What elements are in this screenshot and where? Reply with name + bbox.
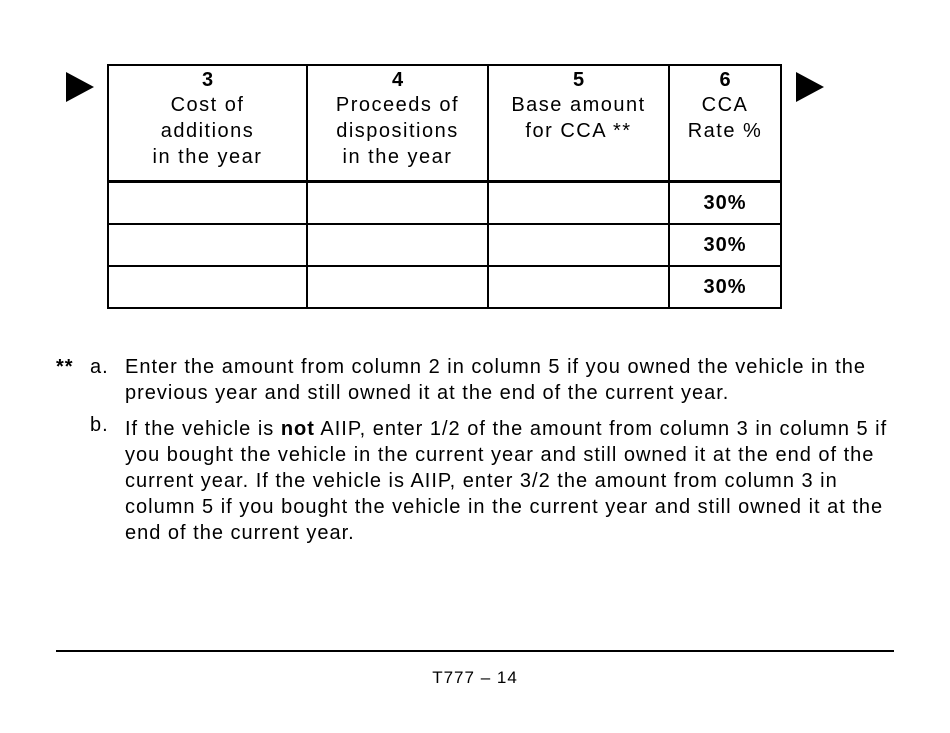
footnotes (56, 354, 896, 556)
column-title: Cost of additions in the year (152, 94, 263, 168)
column-3-header (108, 65, 307, 182)
continuation-arrow-left-icon (66, 72, 94, 102)
cost-of-additions-cell[interactable] (108, 266, 307, 308)
footnote-b-letter: b. (90, 414, 109, 436)
column-number: 3 (201, 69, 214, 91)
footer-divider (56, 650, 894, 652)
page-footer: T777 – 14 (432, 668, 518, 687)
column-title: Base amount for CCA ** (511, 94, 646, 142)
cost-of-additions-cell[interactable] (108, 224, 307, 266)
column-5-header (488, 65, 669, 182)
table-row (108, 224, 781, 266)
proceeds-of-dispositions-cell[interactable] (307, 224, 488, 266)
column-title: Proceeds of dispositions in the year (335, 94, 460, 168)
proceeds-of-dispositions-cell[interactable] (307, 266, 488, 308)
proceeds-of-dispositions-cell[interactable] (307, 182, 488, 225)
table-row (108, 266, 781, 308)
column-number: 4 (391, 69, 404, 91)
footnote-b-emphasis: not (280, 418, 315, 440)
footnote-marker: ** (56, 356, 74, 378)
base-amount-cell[interactable] (488, 224, 669, 266)
footnote-a-text: Enter the amount from column 2 in column 5 if you owned the vehicle in the previous year and still owned it at the end of the current year. (125, 356, 867, 404)
column-title: CCA Rate % (687, 94, 763, 142)
base-amount-cell[interactable] (488, 266, 669, 308)
column-number: 6 (719, 69, 731, 91)
table-row (108, 182, 781, 225)
footnote-b-text-end: AIIP, enter 1/2 of the amount from column 3 in column 5 if you bought the vehicle in the current year and still owned it at the end of the current year. If the vehicle is AIIP, enter 3/2 the amount from column 3 in column 5 if you bought the vehicle in the current year and still owned it at the end of the current year. (125, 418, 888, 544)
column-4-header (307, 65, 488, 182)
continuation-arrow-right-icon (796, 72, 824, 102)
footnote-a-letter: a. (90, 356, 109, 378)
column-6-header (669, 65, 781, 182)
cca-rate-cell: 30% (669, 224, 781, 266)
footnote-b-text-start: If the vehicle is (125, 418, 281, 440)
table-header-row (108, 65, 781, 182)
column-number: 5 (572, 69, 585, 91)
footnote-b (56, 416, 896, 546)
base-amount-cell[interactable] (488, 182, 669, 225)
cca-table (107, 64, 782, 309)
cost-of-additions-cell[interactable] (108, 182, 307, 225)
cca-rate-cell: 30% (669, 182, 781, 225)
cca-rate-cell: 30% (669, 266, 781, 308)
footnote-a (56, 354, 896, 406)
